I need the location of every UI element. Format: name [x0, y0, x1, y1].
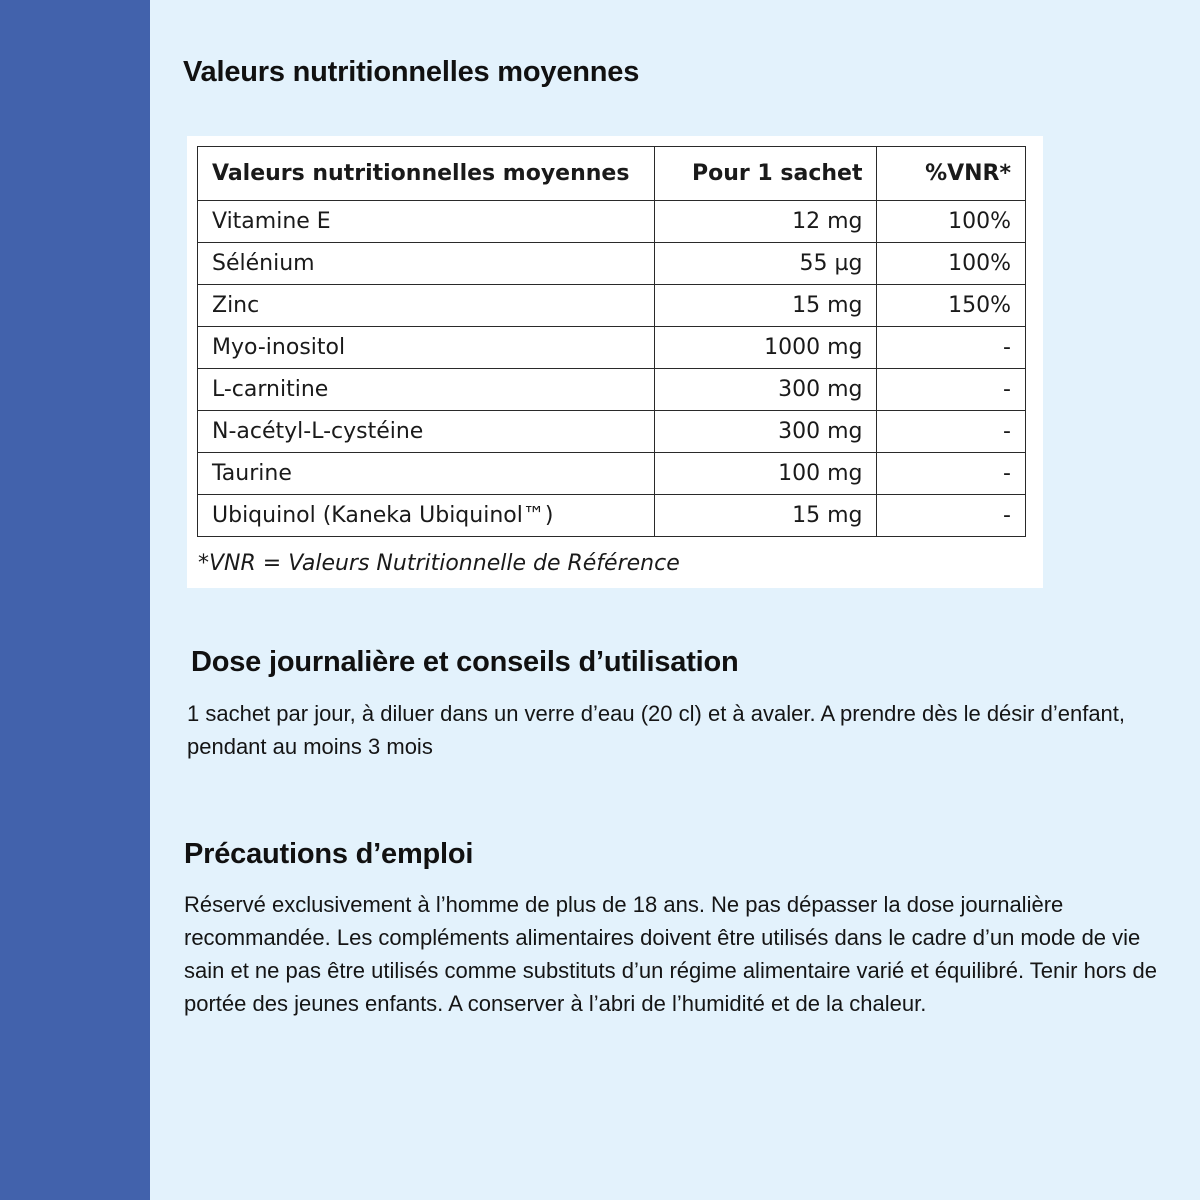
- table-row: [198, 369, 1026, 411]
- nutrient-vnr: -: [877, 327, 1026, 369]
- nutrient-vnr: -: [877, 453, 1026, 495]
- nutrition-heading: Valeurs nutritionnelles moyennes: [183, 56, 640, 88]
- nutrient-quantity: 100 mg: [654, 453, 877, 495]
- nutrient-vnr: -: [877, 369, 1026, 411]
- nutrient-vnr: 150%: [877, 285, 1026, 327]
- table-row: [198, 201, 1026, 243]
- table-row: [198, 453, 1026, 495]
- nutrient-name: Zinc: [198, 285, 655, 327]
- nutrient-name: Sélénium: [198, 243, 655, 285]
- header-vnr: %VNR*: [877, 147, 1026, 201]
- table-row: [198, 411, 1026, 453]
- nutrition-table-card: [187, 136, 1043, 588]
- nutrient-vnr: 100%: [877, 201, 1026, 243]
- table-header-row: [198, 147, 1026, 201]
- table-row: [198, 495, 1026, 537]
- table-row: [198, 243, 1026, 285]
- dose-text: 1 sachet par jour, à diluer dans un verre d’eau (20 cl) et à avaler. A prendre dès le désir d’enfant, pendant au moins 3 mois: [187, 701, 1126, 759]
- nutrient-quantity: 12 mg: [654, 201, 877, 243]
- side-color-band: [0, 0, 150, 1200]
- table-row: [198, 285, 1026, 327]
- table-row: [198, 327, 1026, 369]
- nutrient-quantity: 15 mg: [654, 495, 877, 537]
- nutrient-vnr: 100%: [877, 243, 1026, 285]
- nutrient-quantity: 1000 mg: [654, 327, 877, 369]
- nutrient-name: L-carnitine: [198, 369, 655, 411]
- nutrient-name: Myo-inositol: [198, 327, 655, 369]
- nutrient-quantity: 300 mg: [654, 369, 877, 411]
- precautions-heading: Précautions d’emploi: [184, 838, 474, 870]
- nutrient-name: Taurine: [198, 453, 655, 495]
- nutrient-name: N-acétyl-L-cystéine: [198, 411, 655, 453]
- header-nutrient: Valeurs nutritionnelles moyennes: [198, 147, 655, 201]
- dose-heading: Dose journalière et conseils d’utilisation: [191, 646, 739, 678]
- nutrient-quantity: 15 mg: [654, 285, 877, 327]
- nutrient-name: Vitamine E: [198, 201, 655, 243]
- nutrient-vnr: -: [877, 495, 1026, 537]
- nutrient-name: Ubiquinol (Kaneka Ubiquinol™): [198, 495, 655, 537]
- nutrient-vnr: -: [877, 411, 1026, 453]
- header-per-sachet: Pour 1 sachet: [654, 147, 877, 201]
- precautions-text: Réservé exclusivement à l’homme de plus de 18 ans. Ne pas dépasser la dose journalière recommandée. Les compléments alimentaires doivent être utilisés dans le cadre d’un mode de vie sain et ne pas être utilisés comme substituts d’un régime alimentaire varié et équilibré. Tenir hors de portée des jeunes enfants. A conserver à l’abri de l’humidité et de la chaleur.: [184, 892, 1157, 1016]
- nutrient-quantity: 300 mg: [654, 411, 877, 453]
- nutrition-table: [197, 146, 1026, 537]
- vnr-footnote: *VNR = Valeurs Nutritionnelle de Référence: [198, 551, 680, 576]
- nutrient-quantity: 55 µg: [654, 243, 877, 285]
